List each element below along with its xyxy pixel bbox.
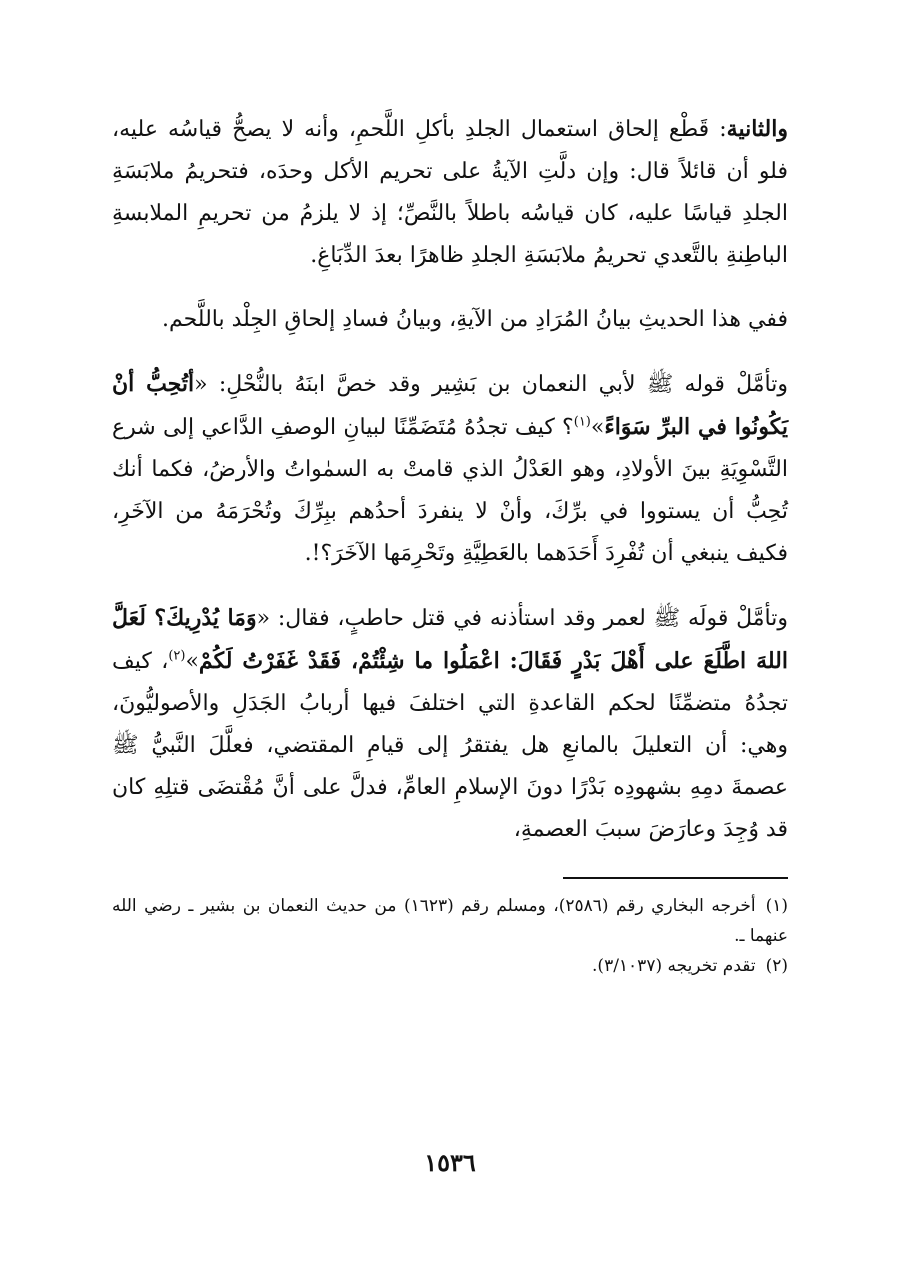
paragraph-2-body: ففي هذا الحديثِ بيانُ المُرَادِ من الآيةِ، وبيانُ فسادِ إلحاقِ الجِلْد باللَّحم. xyxy=(161,307,788,332)
paragraph-4-intro: وتأمَّلْ قولَه ﷺ لعمر وقد استأذنه في قتل حاطبٍ، فقال: « xyxy=(256,606,789,631)
paragraph-3-rest: ؟ كيف تجدُهُ مُتَضَمِّنًا لبيانِ الوصفِ الدَّاعي إلى شرع التَّسْوِيَةِ بينَ الأولادِ، وهو العَدْلُ الذي قامتْ به السمٰواتُ والأرضُ، فكما أنك تُحِبُّ أن يستووا في برِّكَ، وأنْ لا ينفردَ أحدُهم ببِرِّكَ وتُحْرَمَهُ من الآخَرِ، فكيف ينبغي أن تُفْرِدَ أَحَدَهما بالعَطِيَّةِ وتَحْرِمَها الآخَرَ؟!. xyxy=(112,415,788,566)
paragraph-4 xyxy=(112,597,788,851)
footnote-1-text: أخرجه البخاري رقم (٢٥٨٦)، ومسلم رقم (١٦٢٣) من حديث النعمان بن بشير ـ رضي الله عنهما ـ. xyxy=(112,896,788,946)
hadith-quote-1: أتُحِبُّ أنْ يَكُونُوا في البرِّ سَوَاءً xyxy=(112,371,789,440)
paragraph-3-intro: وتأمَّلْ قوله ﷺ لأبي النعمان بن بَشِير وقد خصَّ ابنَهُ بالنُّحْلِ: « xyxy=(194,372,788,397)
footnote-1 xyxy=(112,891,788,951)
quote-2-close: » xyxy=(185,649,199,674)
footnote-ref-2[interactable]: (٢) xyxy=(168,648,186,664)
paragraph-3 xyxy=(112,363,788,575)
footnote-2-text: تقدم تخريجه (٣/١٠٣٧). xyxy=(592,956,756,976)
footnote-divider xyxy=(563,877,788,879)
footnote-2-number: (٢) xyxy=(765,956,788,976)
footnote-ref-1[interactable]: (١) xyxy=(573,414,591,430)
paragraph-4-rest: ، كيف تجدُهُ متضمِّنًا لحكم القاعدةِ التي اختلفَ فيها أربابُ الجَدَلِ والأصوليُّونَ، وهي: أن التعليلَ بالمانعِ هل يفتقرُ إلى قيامِ المقتضي، فعلَّلَ النَّبيُّ ﷺ عصمةَ دمِهِ بشهودِه بَدْرًا دونَ الإسلامِ العامِّ، فدلَّ على أنَّ مُقْتضَى قتلِهِ كان قد وُجِدَ وعارَضَ سببَ العصمةِ، xyxy=(112,649,788,842)
paragraph-1 xyxy=(112,108,788,277)
paragraph-1-body: : قَطْع إلحاق استعمال الجلدِ بأكلِ اللَّحمِ، وأنه لا يصحُّ قياسُه عليه، فلو أن قائلاً قال: وإن دلَّتِ الآيةُ على تحريم الأكل وحدَه، فتحريمُ ملابَسَةِ الجلدِ قياسًا عليه، كان قياسُه باطلاً بالنَّصِّ؛ إذ لا يلزمُ من تحريمِ الملابسةِ الباطِنةِ بالتَّعدي تحريمُ ملابَسَةِ الجلدِ ظاهرًا بعدَ الدِّبَاغِ. xyxy=(112,117,788,268)
page-number: ١٥٣٦ xyxy=(424,1148,476,1177)
footnote-2 xyxy=(112,951,788,981)
paragraph-2 xyxy=(112,299,788,341)
hadith-quote-2: وَمَا يُدْرِيكَ؟ لَعَلَّ اللهَ اطَّلَعَ على أَهْلَ بَدْرٍ فَقَالَ: اعْمَلُوا ما شِئْتُمْ، فَقَدْ غَفَرْتُ لَكُمْ xyxy=(112,605,788,674)
paragraph-1-lead: والثانية xyxy=(726,116,788,142)
footnote-1-number: (١) xyxy=(765,896,788,916)
quote-1-close: » xyxy=(590,415,605,440)
